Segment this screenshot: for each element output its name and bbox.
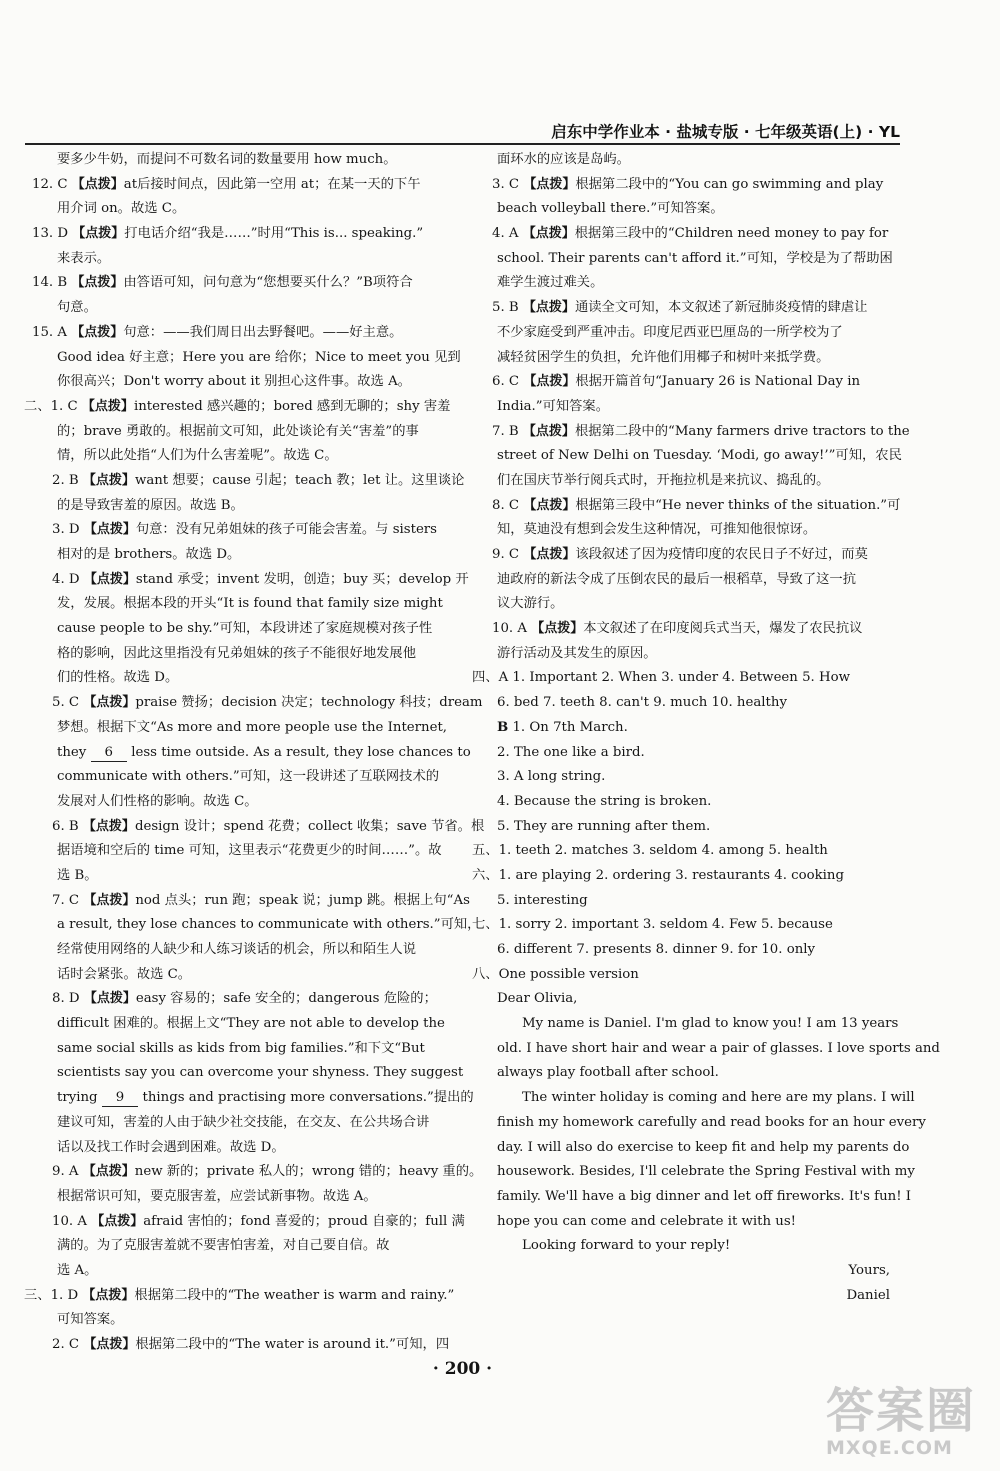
answer-line: 话以及找工作时会遇到困难。故选 D。 (57, 1139, 285, 1155)
explanation-text: 根据第三段中“He never thinks of the situation.”可 (575, 497, 901, 513)
inline-text: less time outside. As a result, they lose chances to (126, 744, 471, 760)
question-number: 15. A (32, 324, 72, 340)
explanation-text: afraid 害怕的；fond 喜爱的；proud 自豪的；full 满 (143, 1213, 465, 1229)
explanation-text: 根据第三段中的“Children need money to pay for (574, 226, 889, 242)
explanation-text: want 想要；cause 引起；teach 教；let 让。这里谈论 (134, 472, 465, 488)
sample-letter (472, 987, 940, 1308)
inline-text: things and practising more conversations.”提出的 (138, 1090, 474, 1106)
question-number: 8. D (52, 991, 84, 1007)
explanation-text: easy 容易的；safe 安全的；dangerous 危险的； (135, 991, 437, 1007)
question-number: 9. C (492, 547, 524, 562)
answer-line: 句意。 (57, 300, 97, 316)
explanation-text: 根据开篇首句“January 26 is National Day in (575, 374, 861, 390)
tip-label: 【点拨】 (83, 1337, 136, 1352)
answer-line: 发，发展。根据本段的开头“It is found that family size might (57, 596, 443, 612)
question-number: 三、1. D (24, 1287, 83, 1303)
blank-number: 6 (91, 744, 127, 762)
letter-closing: Looking forward to your reply! (522, 1238, 731, 1254)
watermark-logo: 答案圈 (826, 1383, 977, 1439)
tip-label: 【点拨】 (531, 621, 584, 637)
explanation-text: design 设计；spend 花费；collect 收集；save 节省。根 (134, 818, 485, 834)
tip-label: 【点拨】 (71, 176, 124, 192)
letter-line: family. We'll have a big dinner and let off fireworks. It's fun! I (497, 1188, 912, 1204)
inline-text: they (57, 744, 91, 760)
answer-line: 选 A。 (57, 1262, 98, 1278)
answer-line: 3. A long string. (497, 769, 606, 785)
answer-line (32, 222, 444, 247)
answer-line (472, 296, 900, 321)
answer-line: 相对的是 brothers。故选 D。 (57, 547, 241, 562)
answer-line: a result, they lose chances to communicate with others.”可知， (57, 917, 481, 933)
answer-line: 迪政府的新法令成了压倒农民的最后一根稻草，导致了这一抗 (497, 571, 857, 587)
letter-salutation: Dear Olivia, (497, 991, 578, 1007)
tip-label: 【点拨】 (523, 176, 576, 192)
answer-line: 根据常识可知，要克服害羞，应尝试新事物。故选 A。 (57, 1188, 377, 1204)
question-number: 10. A (52, 1213, 92, 1229)
answer-line (472, 173, 900, 198)
answer-line: 四、A 1. Important 2. When 3. under 4. Between 5. How (472, 670, 850, 686)
answer-line: 选 B。 (57, 867, 98, 883)
tip-label: 【点拨】 (81, 398, 134, 414)
question-number: 7. C (52, 892, 84, 908)
answer-line: 五、1. teeth 2. matches 3. seldom 4. among 5. health (472, 843, 828, 859)
explanation-text: 根据第二段中的“You can go swimming and play (575, 176, 884, 192)
answer-line: beach volleyball there.”可知答案。 (497, 201, 724, 217)
answer-line: 知，莫迪没有想到会发生这种情况，可推知他很惊讶。 (497, 522, 817, 538)
answer-line: 建议可知，害羞的人由于缺少社交技能，在交友、在公共场合讲 (57, 1114, 430, 1130)
answer-line (24, 1284, 455, 1309)
answer-line: 来表示。 (57, 250, 111, 266)
answer-line: 游行活动及其发生的原因。 (497, 645, 657, 661)
explanation-text: 打电话介绍“我是……”时用“This is... speaking.” (124, 226, 424, 242)
question-number: 5. C (52, 695, 84, 711)
answer-line: 的；brave 勇敢的。根据前文可知，此处谈论有关“害羞”的事 (57, 423, 419, 439)
answer-line (32, 568, 469, 593)
blank-number: 9 (102, 1089, 138, 1107)
answer-line: 议大游行。 (497, 596, 564, 612)
answer-line: Good idea 好主意；Here you are 给你；Nice to meet you 见到 (57, 349, 461, 365)
answer-line (472, 370, 900, 395)
answer-line: 的是导致害羞的原因。故选 B。 (57, 497, 244, 513)
answer-line: street of New Delhi on Tuesday. ‘Modi, go away!’”可知，农民 (497, 448, 902, 464)
question-number: 2. B (52, 472, 83, 488)
question-number: 14. B (32, 275, 72, 291)
answer-line (472, 222, 900, 247)
explanation-text: nod 点头；run 跑；speak 说；jump 跳。根据上句“As (135, 892, 470, 908)
question-number: 12. C (32, 176, 72, 192)
tip-label: 【点拨】 (522, 300, 575, 316)
answer-line (32, 321, 444, 346)
answer-line: 七、1. sorry 2. important 3. seldom 4. Few 5. because (472, 917, 833, 933)
tip-label: 【点拨】 (522, 423, 575, 439)
section-letter: B (497, 719, 509, 735)
explanation-text: interested 感兴趣的；bored 感到无聊的；shy 害羞 (133, 398, 451, 414)
explanation-text: new 新的；private 私人的；wrong 错的；heavy 重的。 (134, 1164, 483, 1180)
answer-line: 发展对人们性格的影响。故选 C。 (57, 793, 258, 809)
tip-label: 【点拨】 (82, 1287, 135, 1303)
answer-line: 5. They are running after them. (497, 818, 711, 834)
answer-line: 据语境和空后的 time 可知，这里表示“花费更少的时间……”。故 (57, 843, 442, 859)
answer-line (32, 741, 471, 766)
explanation-text: 根据第二段中的“Many farmers drive tractors to the (574, 423, 910, 439)
tip-label: 【点拨】 (83, 695, 136, 711)
tip-label: 【点拨】 (83, 892, 136, 908)
tip-label: 【点拨】 (523, 547, 576, 562)
answer-line: 2. The one like a bird. (497, 744, 645, 760)
answer-line: 满的。为了克服害羞就不要害怕害羞，对自己要自信。故 (57, 1238, 390, 1254)
answer-line (32, 691, 483, 716)
answer-line (472, 420, 910, 445)
answer-line: 六、1. are playing 2. ordering 3. restaurants 4. cooking (472, 867, 845, 883)
header-rule (25, 143, 900, 145)
answer-line (32, 889, 470, 914)
answer-line: 5. interesting (497, 892, 588, 908)
answer-line (32, 987, 444, 1012)
answer-line: 用介词 on。故选 C。 (57, 201, 186, 217)
letter-signature: Daniel (846, 1287, 890, 1303)
answer-line (472, 716, 900, 741)
letter-line: housework. Besides, I'll celebrate the Spring Festival with my (497, 1164, 915, 1180)
answer-text: 1. On 7th March. (508, 719, 628, 735)
tip-label: 【点拨】 (82, 472, 135, 488)
explanation-text: at后接时间点，因此第一空用 at；在某一天的下午 (123, 176, 421, 192)
answer-line: 梦想。根据下文“As more and more people use the Internet, (57, 719, 448, 735)
answer-line: 可知答案。 (57, 1312, 124, 1328)
letter-line: My name is Daniel. I'm glad to know you! I am 13 years (522, 1016, 899, 1032)
letter-line: always play football after school. (497, 1065, 719, 1081)
question-number: 3. D (52, 522, 84, 538)
answer-line (32, 518, 444, 543)
answer-line (32, 815, 485, 840)
answer-line (472, 617, 900, 642)
question-number: 3. C (492, 176, 524, 192)
answer-line: school. Their parents can't afford it.”可知，学校是为了帮助困 (497, 250, 893, 266)
explanation-text: 根据第二段中的“The weather is warm and rainy.” (134, 1287, 455, 1303)
explanation-text: praise 赞扬；decision 决定；technology 科技；dream (135, 695, 483, 711)
answer-line: 6. different 7. presents 8. dinner 9. for 10. only (497, 942, 816, 957)
explanation-text: stand 承受；invent 发明，创造；buy 买；develop 开 (135, 571, 469, 587)
answer-line: communicate with others.”可知，这一段讲述了互联网技术的 (57, 769, 440, 785)
question-number: 7. B (492, 423, 523, 439)
question-number: 2. C (52, 1337, 84, 1352)
question-number: 13. D (32, 226, 73, 242)
answer-line (32, 271, 444, 296)
tip-label: 【点拨】 (91, 1213, 144, 1229)
explanation-text: 根据第二段中的“The water is around it.”可知，四 (135, 1337, 450, 1352)
explanation-text: 该段叙述了因为疫情印度的农民日子不好过，而莫 (575, 547, 868, 562)
answer-line: scientists say you can overcome your shyness. They suggest (57, 1065, 464, 1081)
answer-line: 不少家庭受到严重冲击。印度尼西亚巴厘岛的一所学校为了 (497, 324, 843, 340)
answer-line: 你很高兴；Don't worry about it 别担心这件事。故选 A。 (57, 374, 411, 390)
tip-label: 【点拨】 (71, 324, 124, 340)
tip-label: 【点拨】 (82, 1164, 135, 1180)
letter-line: The winter holiday is coming and here are my plans. I will (522, 1090, 915, 1106)
answer-line: 难学生渡过难关。 (497, 275, 604, 291)
letter-line: finish my homework carefully and read books for an hour every (497, 1114, 926, 1130)
letter-signoff: Yours, (848, 1262, 890, 1278)
answer-line: India.”可知答案。 (497, 398, 610, 414)
tip-label: 【点拨】 (83, 571, 136, 587)
answer-line (32, 1160, 483, 1185)
tip-label: 【点拨】 (83, 522, 136, 538)
tip-label: 【点拨】 (71, 275, 124, 291)
question-number: 9. A (52, 1164, 83, 1180)
answer-line (32, 1333, 450, 1358)
answer-line: 们在国庆节举行阅兵式时，开拖拉机是来抗议、捣乱的。 (497, 472, 830, 488)
answer-line (472, 494, 900, 519)
answer-line: cause people to be shy.”可知，本段讲述了家庭规模对孩子性 (57, 621, 433, 637)
letter-line: day. I will also do exercise to keep fit and help my parents do (497, 1139, 910, 1155)
answer-line (24, 395, 451, 420)
answer-line (32, 1210, 465, 1235)
question-number: 8. C (492, 497, 524, 513)
explanation-text: 本文叙述了在印度阅兵式当天，爆发了农民抗议 (583, 621, 863, 637)
running-header: 启东中学作业本 · 盐城专版 · 七年级英语(上) · YL (551, 123, 900, 141)
question-number: 4. D (52, 571, 84, 587)
question-number: 10. A (492, 621, 532, 637)
tip-label: 【点拨】 (83, 991, 136, 1007)
tip-label: 【点拨】 (523, 374, 576, 390)
answer-line (32, 1086, 474, 1111)
right-column (472, 148, 940, 1308)
answer-line (32, 173, 444, 198)
answer-line: 们的性格。故选 D。 (57, 670, 179, 686)
explanation-text: 句意：——我们周日出去野餐吧。——好主意。 (123, 324, 403, 340)
answer-line: 4. Because the string is broken. (497, 793, 712, 809)
answer-line (472, 543, 900, 568)
left-column (24, 148, 485, 1358)
answer-line: 话时会紧张。故选 C。 (57, 966, 192, 982)
explanation-text: 句意：没有兄弟姐妹的孩子可能会害羞。与 sisters (135, 522, 437, 538)
answer-line: same social skills as kids from big families.”和下文“But (57, 1040, 425, 1056)
question-number: 5. B (492, 300, 523, 316)
answer-line: 6. bed 7. teeth 8. can't 9. much 10. healthy (497, 695, 787, 711)
tip-label: 【点拨】 (523, 497, 576, 513)
inline-text: trying (57, 1090, 102, 1106)
letter-line: old. I have short hair and wear a pair of glasses. I love sports and (497, 1040, 940, 1056)
question-number: 4. A (492, 226, 523, 242)
answer-line: 要多少牛奶，而提问不可数名词的数量要用 how much。 (57, 152, 397, 167)
answer-line: 情，所以此处指“人们为什么害羞呢”。故选 C。 (57, 448, 338, 464)
letter-line: hope you can come and celebrate it with us! (497, 1213, 797, 1229)
tip-label: 【点拨】 (522, 226, 575, 242)
answer-line: difficult 困难的。根据上文“They are not able to develop the (57, 1016, 445, 1032)
explanation-text: 由答语可知，问句意为“您想要买什么？”B项符合 (123, 275, 413, 291)
answer-line: 格的影响，因此这里指没有兄弟姐妹的孩子不能很好地发展他 (57, 645, 417, 661)
question-number: 6. B (52, 818, 83, 834)
question-number: 6. C (492, 374, 524, 390)
tip-label: 【点拨】 (72, 226, 125, 242)
watermark (826, 1385, 992, 1469)
answer-line (32, 469, 465, 494)
answer-line: 减轻贫困学生的负担，允许他们用椰子和树叶来抵学费。 (497, 349, 830, 365)
tip-label: 【点拨】 (82, 818, 135, 834)
question-number: 二、1. C (24, 398, 82, 414)
page-number: · 200 · (432, 1359, 493, 1379)
answer-line: 八、One possible version (472, 966, 639, 982)
answer-line: 经常使用网络的人缺少和人练习谈话的机会，所以和陌生人说 (57, 942, 417, 957)
answer-line: 面环水的应该是岛屿。 (497, 152, 630, 167)
explanation-text: 通读全文可知，本文叙述了新冠肺炎疫情的肆虐让 (574, 300, 868, 316)
watermark-site: MXQE.COM (826, 1437, 953, 1459)
